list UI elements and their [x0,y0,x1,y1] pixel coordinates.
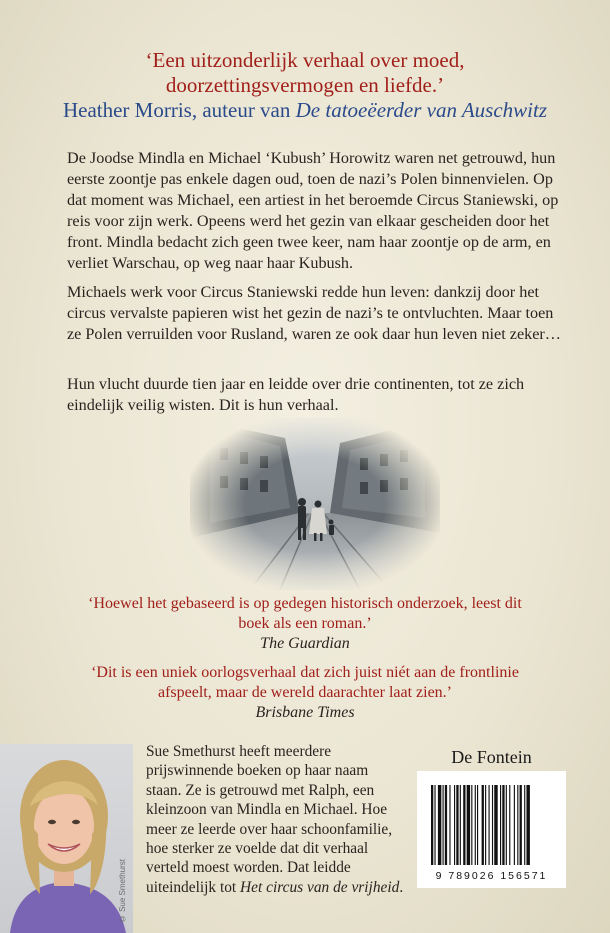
photo-credit: © Sue Smethurst [118,858,127,923]
author-bio [146,742,406,897]
blurb-paragraph-1: De Joodse Mindla en Michael ‘Kubush’ Horowitz waren net getrouwd, hun eerste zoontje pas enkele dagen oud, toen de nazi’s Polen binnenvielen. Op dat moment was Michael, een artiest in het beroemde Circus Staniewski, op reis voor zijn werk. Opeens werd het gezin van elkaar gescheiden door het front. Mindla bedacht zich geen twee keer, nam haar zoontje op de arm, en verliet Warschau, op weg naar haar Kubush. [67,149,559,272]
top-quote-line-1: ‘Een uitzonderlijk verhaal over moed, [145,48,465,72]
review-guardian-source: The Guardian [260,635,350,652]
street-photo-illustration [190,418,440,590]
review-guardian [0,594,610,654]
review-brisbane-source: Brisbane Times [255,704,355,721]
author-bio-book-title: Het circus van de vrijheid [240,878,400,896]
review-brisbane [0,663,610,723]
blurb-paragraph-3: Hun vlucht duurde tien jaar en leidde over drie continenten, tot ze zich eindelijk veilig wisten. Dit is hun verhaal. [67,375,525,414]
review-brisbane-quote: ‘Dit is een uniek oorlogsverhaal dat zich juist niét aan de frontlinie afspeelt, maar de wereld daarachter laat zien.’ [91,664,519,701]
author-bio-end: . [399,878,404,896]
isbn-number: 9 789026 156571 [435,870,548,882]
top-quote-attribution [0,98,610,123]
attribution-book-title: De tatoeëerder van Auschwitz [295,98,548,122]
review-guardian-quote: ‘Hoewel het gebaseerd is op gedegen historisch onderzoek, leest dit boek als een roman.’ [88,595,522,632]
author-photo [0,744,133,933]
author-portrait-illustration [0,744,133,933]
barcode [417,771,566,888]
top-quote-line-2: doorzettingsvermogen en liefde.’ [165,73,445,97]
publisher-name: De Fontein [451,747,532,767]
attribution-name: Heather Morris, auteur van [62,98,296,122]
barcode-bars [417,771,566,871]
blurb-paragraph-2: Michaels werk voor Circus Staniewski redde hun leven: dankzij door het circus vervalste papieren wist het gezin de nazi’s te ontvluchten. Maar toen ze Polen verruilden voor Rusland, waren ze ook daar hun leven niet zeker… [67,283,561,343]
street-photo [190,418,440,590]
author-bio-text: Sue Smethurst heeft meerdere prijswinnende boeken op haar naam staan. Ze is getrouwd met Ralph, een kleinzoon van Mindla en Michael. Hoe meer ze leerde over haar schoonfamilie, hoe sterker ze voelde dat dit verhaal verteld moest worden. Dat leidde uiteindelijk tot [146,743,393,896]
